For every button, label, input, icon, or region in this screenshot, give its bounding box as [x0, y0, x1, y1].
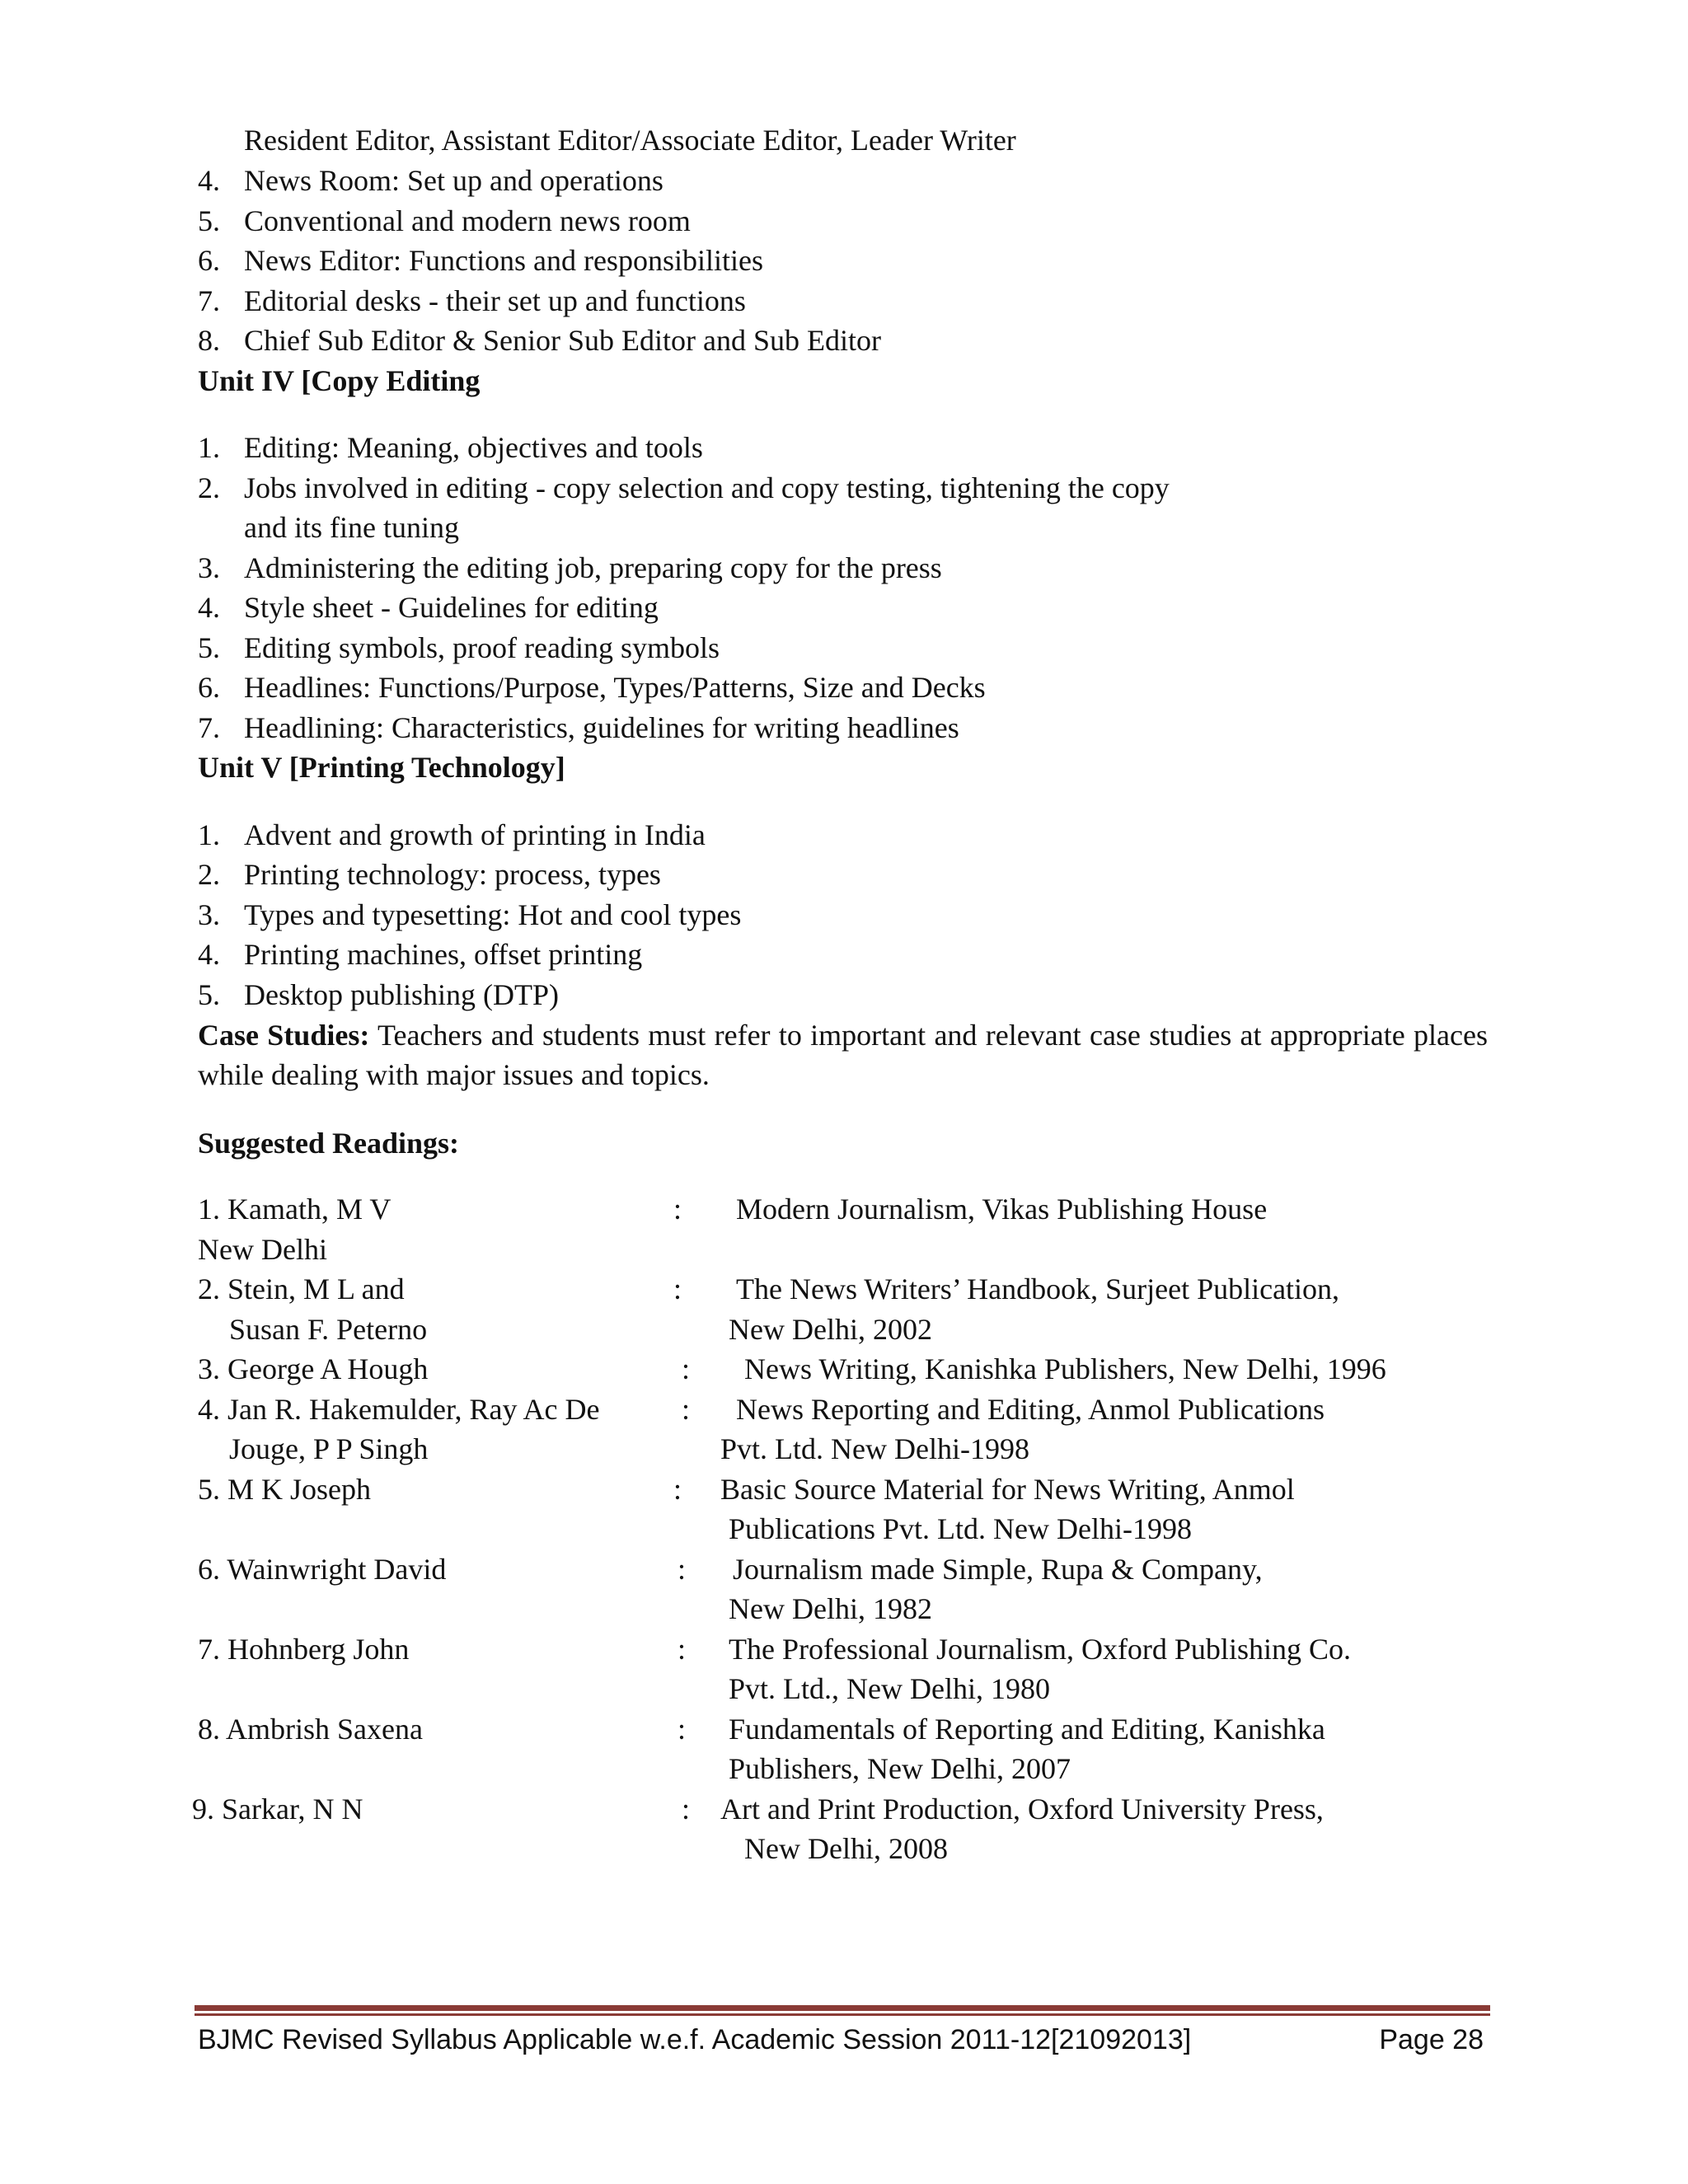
list-item-number: 1.: [198, 818, 220, 851]
reading-title-cont: Publications Pvt. Ltd. New Delhi-1998: [729, 1512, 1192, 1545]
reading-author: 8. Ambrish Saxena: [198, 1713, 423, 1746]
case-studies-text: Teachers and students must refer to important and relevant case studies at appropriate places while dealing with major issues and topics.: [198, 1019, 1488, 1091]
list-item-number: 5.: [198, 204, 220, 237]
list-item-number: 3.: [198, 898, 220, 931]
list-item-continuation: and its fine tuning: [244, 511, 459, 544]
list-item-number: 4.: [198, 164, 220, 197]
list-item-text: Printing technology: process, types: [244, 858, 661, 891]
list-item-text: Desktop publishing (DTP): [244, 978, 559, 1011]
reading-author: 9. Sarkar, N N: [192, 1793, 363, 1825]
reading-title: Modern Journalism, Vikas Publishing House: [736, 1193, 1268, 1226]
reading-title: The News Writers’ Handbook, Surjeet Publication,: [736, 1272, 1340, 1305]
reading-separator: :: [678, 1633, 687, 1666]
footer-title: BJMC Revised Syllabus Applicable w.e.f. Academic Session 2011-12[21092013]: [198, 2024, 1192, 2055]
list-item-text: Editorial desks - their set up and functions: [244, 284, 746, 317]
footer-rule-thick: [195, 2005, 1490, 2011]
reading-separator: :: [682, 1793, 691, 1825]
list-item-number: 2.: [198, 858, 220, 891]
list-item-number: 7.: [198, 711, 220, 744]
reading-title-cont: Pvt. Ltd., New Delhi, 1980: [729, 1672, 1050, 1705]
unit-heading: Unit V [Printing Technology]: [198, 751, 565, 784]
list-item-number: 3.: [198, 551, 220, 584]
reading-author: 4. Jan R. Hakemulder, Ray Ac De: [198, 1393, 600, 1426]
list-item-number: 6.: [198, 244, 220, 277]
reading-title: Journalism made Simple, Rupa & Company,: [733, 1553, 1263, 1586]
list-item-number: 5.: [198, 631, 220, 664]
list-item-text: Editing: Meaning, objectives and tools: [244, 431, 703, 464]
footer-rule-thin: [195, 2013, 1490, 2016]
case-studies-paragraph: [198, 1015, 1488, 1094]
reading-separator: :: [673, 1473, 682, 1506]
readings-heading: Suggested Readings:: [198, 1127, 460, 1160]
list-item-number: 5.: [198, 978, 220, 1011]
reading-title-cont: New Delhi, 2008: [744, 1832, 948, 1865]
reading-title: The Professional Journalism, Oxford Publishing Co.: [729, 1633, 1351, 1666]
reading-title-cont: Pvt. Ltd. New Delhi-1998: [720, 1432, 1029, 1465]
list-item-number: 4.: [198, 938, 220, 971]
reading-separator: :: [678, 1553, 687, 1586]
list-item-number: 1.: [198, 431, 220, 464]
case-studies-label: Case Studies:: [198, 1019, 370, 1052]
reading-author-cont: Jouge, P P Singh: [229, 1432, 429, 1465]
list-item-text: Advent and growth of printing in India: [244, 818, 706, 851]
reading-title: Art and Print Production, Oxford University Press,: [720, 1793, 1324, 1825]
list-item-text: Printing machines, offset printing: [244, 938, 643, 971]
list-item-text: Headlining: Characteristics, guidelines for writing headlines: [244, 711, 959, 744]
reading-separator: :: [678, 1713, 687, 1746]
reading-separator: :: [673, 1193, 682, 1226]
list-item-text: Style sheet - Guidelines for editing: [244, 591, 659, 624]
list-item-text: News Editor: Functions and responsibilities: [244, 244, 763, 277]
list-item-text: Types and typesetting: Hot and cool types: [244, 898, 742, 931]
unit-heading: Unit IV [Copy Editing: [198, 364, 481, 397]
reading-separator: :: [682, 1393, 691, 1426]
list-item-text: Editing symbols, proof reading symbols: [244, 631, 720, 664]
reading-separator: :: [673, 1272, 682, 1305]
reading-title: Basic Source Material for News Writing, Anmol: [720, 1473, 1295, 1506]
reading-author: 7. Hohnberg John: [198, 1633, 410, 1666]
list-item-text: Jobs involved in editing - copy selection and copy testing, tightening the copy: [244, 471, 1170, 504]
list-item-number: 2.: [198, 471, 220, 504]
list-item-number: 8.: [198, 324, 220, 357]
reading-separator: :: [682, 1352, 691, 1385]
reading-author: 3. George A Hough: [198, 1352, 429, 1385]
reading-author: 5. M K Joseph: [198, 1473, 372, 1506]
page-number: Page 28: [1379, 2024, 1484, 2055]
list-item-text: Headlines: Functions/Purpose, Types/Patterns, Size and Decks: [244, 671, 986, 704]
reading-title: Fundamentals of Reporting and Editing, Kanishka: [729, 1713, 1325, 1746]
reading-author: 1. Kamath, M V: [198, 1193, 392, 1226]
list-item-text: News Room: Set up and operations: [244, 164, 663, 197]
list-item-text: Conventional and modern news room: [244, 204, 691, 237]
reading-author-cont: New Delhi: [198, 1233, 327, 1266]
reading-author-cont: Susan F. Peterno: [229, 1313, 428, 1346]
reading-author: 6. Wainwright David: [198, 1553, 447, 1586]
reading-title-cont: Publishers, New Delhi, 2007: [729, 1752, 1071, 1785]
reading-title: News Reporting and Editing, Anmol Publications: [736, 1393, 1325, 1426]
reading-title-cont: New Delhi, 2002: [729, 1313, 932, 1346]
reading-title: News Writing, Kanishka Publishers, New Delhi, 1996: [744, 1352, 1386, 1385]
reading-title-cont: New Delhi, 1982: [729, 1592, 932, 1625]
list-item-number: 7.: [198, 284, 220, 317]
reading-author: 2. Stein, M L and: [198, 1272, 405, 1305]
list-item-number: 6.: [198, 671, 220, 704]
list-item-text: Chief Sub Editor & Senior Sub Editor and Sub Editor: [244, 324, 881, 357]
list-item-number: 4.: [198, 591, 220, 624]
continuation-line: Resident Editor, Assistant Editor/Associate Editor, Leader Writer: [244, 124, 1016, 157]
list-item-text: Administering the editing job, preparing copy for the press: [244, 551, 942, 584]
